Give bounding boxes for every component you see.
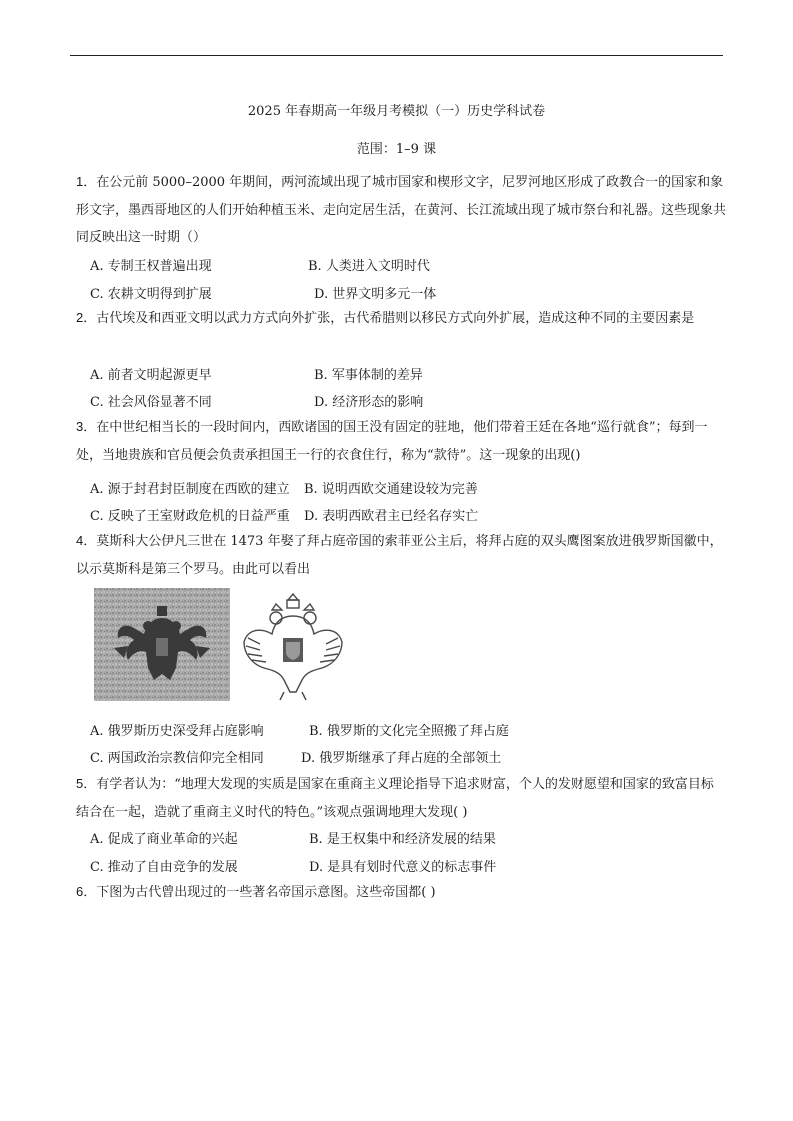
question-3 bbox=[76, 413, 726, 469]
question-stem: 在中世纪相当长的一段时间内，西欧诸国的国王没有固定的驻地，他们带着王廷在各地“巡行就食”；每到一处，当地贵族和官员便会负责承担国王一行的衣食住行，称为“款待”。这一现象的出现() bbox=[76, 420, 708, 463]
page-title: 2025 年春期高一年级月考模拟（一）历史学科试卷 bbox=[247, 104, 546, 119]
option-d: D. 经济形态的影响 bbox=[314, 395, 424, 410]
coat-of-arms-figure bbox=[94, 588, 344, 703]
question-number: 6． bbox=[76, 884, 97, 899]
option-a: A. 前者文明起源更早 bbox=[90, 368, 212, 383]
option-c: C. 农耕文明得到扩展 bbox=[90, 287, 212, 302]
option-d: D. 是具有划时代意义的标志事件 bbox=[309, 860, 497, 875]
question-5 bbox=[76, 770, 726, 826]
option-b: B. 人类进入文明时代 bbox=[308, 259, 430, 274]
option-c: C. 推动了自由竞争的发展 bbox=[90, 860, 238, 875]
header-rule bbox=[70, 55, 723, 56]
question-stem: 有学者认为：“地理大发现的实质是国家在重商主义理论指导下追求财富，个人的发财愿望和国家的致富目标结合在一起，造就了重商主义时代的特色。”该观点强调地理大发现( ) bbox=[76, 777, 714, 820]
option-c: C. 社会风俗显著不同 bbox=[90, 395, 212, 410]
question-number: 4． bbox=[76, 533, 97, 548]
option-b: B. 说明西欧交通建设较为完善 bbox=[304, 482, 478, 497]
option-b: B. 军事体制的差异 bbox=[314, 368, 423, 383]
question-stem: 莫斯科大公伊凡三世在 1473 年娶了拜占庭帝国的索菲亚公主后，将拜占庭的双头鹰图案放进俄罗斯国徽中，以示莫斯科是第三个罗马。由此可以看出 bbox=[76, 534, 723, 577]
question-stem: 下图为古代曾出现过的一些著名帝国示意图。这些帝国都( ) bbox=[96, 885, 436, 900]
option-a: A. 促成了商业革命的兴起 bbox=[90, 832, 238, 847]
question-stem: 在公元前 5000–2000 年期间，两河流域出现了城市国家和楔形文字，尼罗河地区形成了政教合一的国家和象形文字，墨西哥地区的人们开始种植玉米、走向定居生活，在黄河、长江流域出现了城市祭台和礼器。这些现象共同反映出这一时期（） bbox=[76, 175, 727, 245]
byzantine-eagle-image bbox=[94, 588, 230, 701]
russian-eagle-image bbox=[240, 588, 346, 703]
option-d: D. 世界文明多元一体 bbox=[314, 287, 437, 302]
question-6 bbox=[76, 878, 726, 907]
question-number: 5． bbox=[76, 776, 97, 791]
question-1 bbox=[76, 168, 726, 252]
question-number: 3． bbox=[76, 419, 97, 434]
option-c: C. 两国政治宗教信仰完全相同 bbox=[90, 751, 264, 766]
option-b: B. 俄罗斯的文化完全照搬了拜占庭 bbox=[309, 724, 509, 739]
question-2 bbox=[76, 304, 726, 333]
option-d: D. 俄罗斯继承了拜占庭的全部领土 bbox=[301, 751, 502, 766]
scope-line: 范围：1–9 课 bbox=[356, 142, 437, 157]
question-4 bbox=[76, 527, 726, 583]
question-stem: 古代埃及和西亚文明以武力方式向外扩张，古代希腊则以移民方式向外扩展，造成这种不同的主要因素是 bbox=[96, 311, 695, 326]
option-a: A. 源于封君封臣制度在西欧的建立 bbox=[90, 482, 290, 497]
option-a: A. 俄罗斯历史深受拜占庭影响 bbox=[90, 724, 264, 739]
option-a: A. 专制王权普遍出现 bbox=[90, 259, 212, 274]
option-c: C. 反映了王室财政危机的日益严重 bbox=[90, 509, 290, 524]
question-number: 2． bbox=[76, 310, 97, 325]
question-number: 1． bbox=[76, 174, 97, 189]
option-b: B. 是王权集中和经济发展的结果 bbox=[309, 832, 496, 847]
option-d: D. 表明西欧君主已经名存实亡 bbox=[304, 509, 479, 524]
